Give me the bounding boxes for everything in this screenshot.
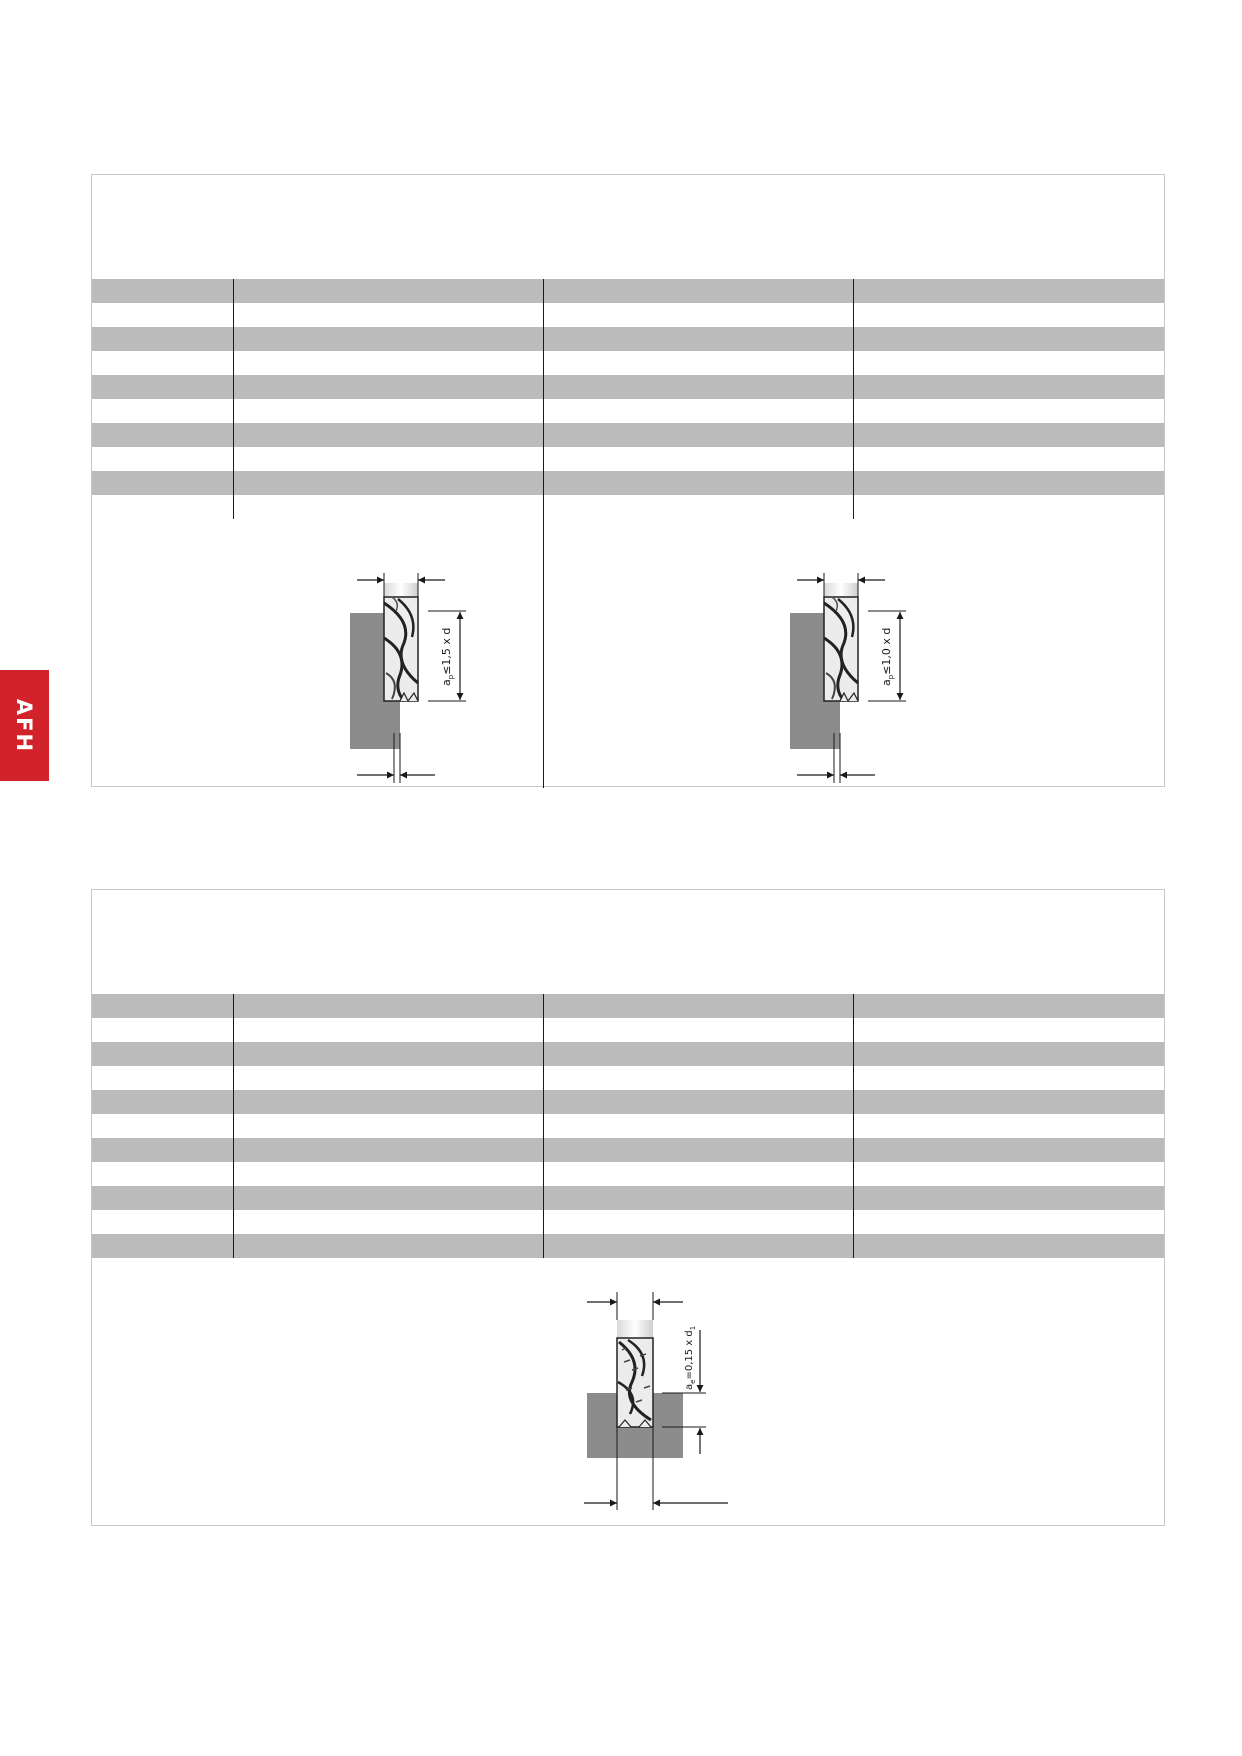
table-row xyxy=(92,423,1164,447)
table-row xyxy=(92,994,1164,1018)
table-stripes-1 xyxy=(92,279,1164,495)
column-divider xyxy=(543,994,544,1258)
table-row xyxy=(92,1138,1164,1162)
column-divider xyxy=(853,279,854,519)
cutting-data-panel-1 xyxy=(91,174,1165,787)
column-divider xyxy=(543,279,544,788)
table-row xyxy=(92,1234,1164,1258)
table-row xyxy=(92,1186,1164,1210)
table-row xyxy=(92,447,1164,471)
section-tab xyxy=(0,670,49,781)
section-tab-label: AFH xyxy=(12,698,37,753)
table-row xyxy=(92,1066,1164,1090)
slot-milling-diagram xyxy=(562,1270,802,1520)
table-row xyxy=(92,351,1164,375)
column-divider xyxy=(233,279,234,519)
roughing-end-mill xyxy=(617,1338,653,1427)
side-milling-diagram-1 xyxy=(342,533,522,788)
table-row xyxy=(92,1042,1164,1066)
table-row xyxy=(92,471,1164,495)
table-row xyxy=(92,1018,1164,1042)
table-stripes-2 xyxy=(92,994,1164,1258)
table-row xyxy=(92,375,1164,399)
cutting-data-panel-2 xyxy=(91,889,1165,1526)
table-row xyxy=(92,399,1164,423)
table-row xyxy=(92,303,1164,327)
engagement-label: $a_e=0,15$ x $d_1$ xyxy=(684,1325,697,1390)
table-row xyxy=(92,1162,1164,1186)
table-row xyxy=(92,1210,1164,1234)
depth-label-2: $a_p\le 1,0$ x d xyxy=(880,627,895,686)
depth-label-1: $a_p\le 1,5$ x d xyxy=(440,627,455,686)
column-divider xyxy=(853,994,854,1258)
table-row xyxy=(92,1090,1164,1114)
table-row xyxy=(92,279,1164,303)
side-milling-diagram-2 xyxy=(782,533,962,788)
table-row xyxy=(92,327,1164,351)
column-divider xyxy=(233,994,234,1258)
table-row xyxy=(92,1114,1164,1138)
